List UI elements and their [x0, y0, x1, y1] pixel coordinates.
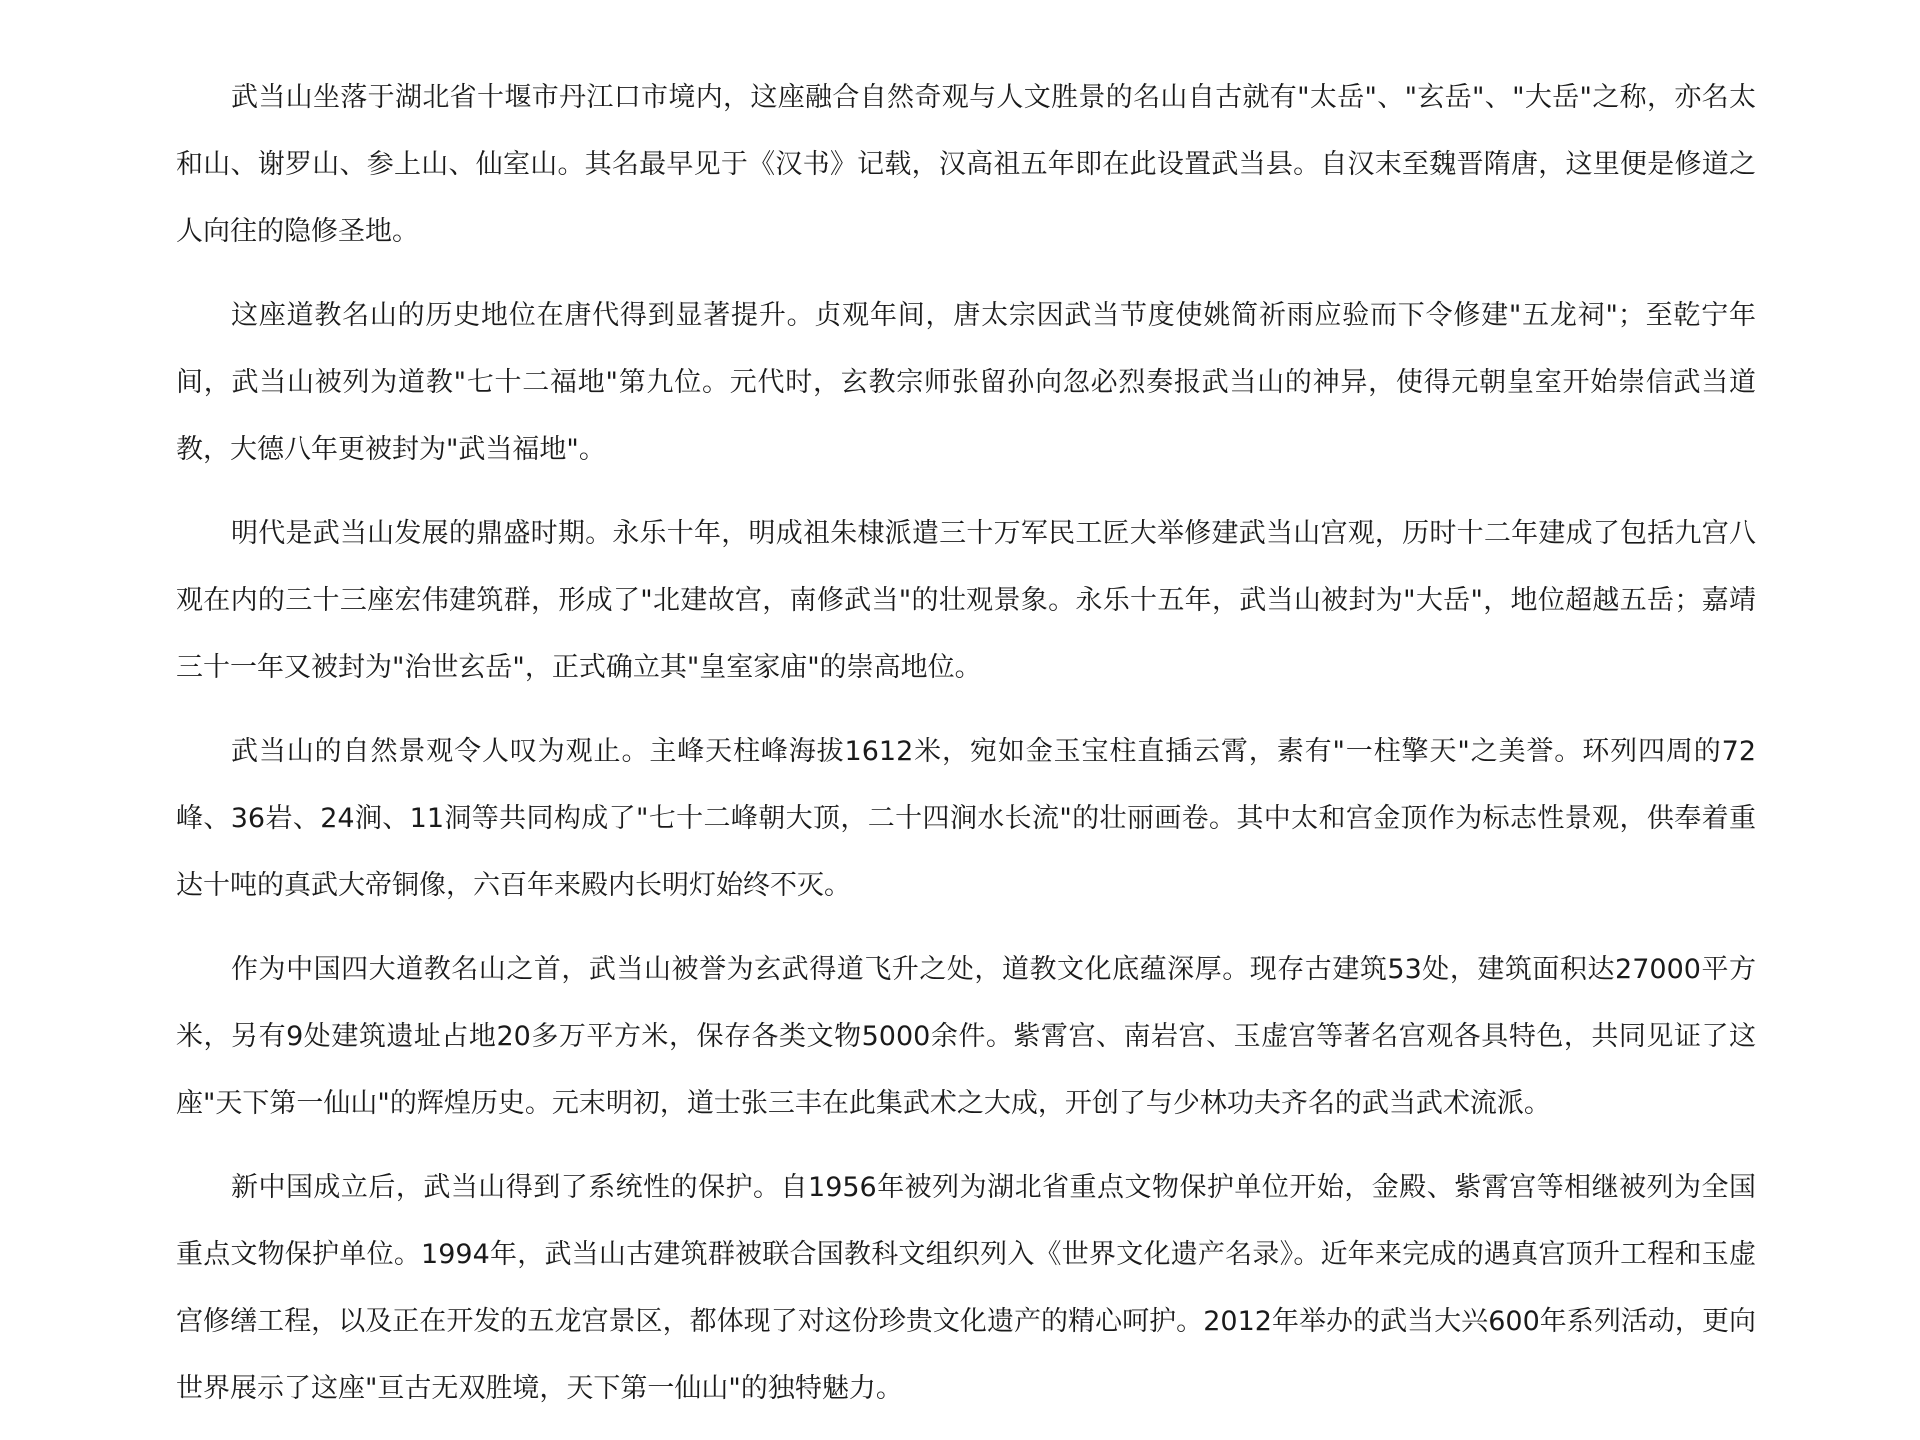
- paragraph-3: 明代是武当山发展的鼎盛时期。永乐十年，明成祖朱棣派遣三十万军民工匠大举修建武当山宫观，历时十二年建成了包括九宫八观在内的三十三座宏伟建筑群，形成了"北建故宫，南修武当"的壮观景象。永乐十五年，武当山被封为"大岳"，地位超越五岳；嘉靖三十一年又被封为"治世玄岳"，正式确立其"皇室家庙"的崇高地位。: [176, 518, 1756, 683]
- document-body: [176, 64, 1756, 1439]
- paragraph-1: 武当山坐落于湖北省十堰市丹江口市境内，这座融合自然奇观与人文胜景的名山自古就有"太岳"、"玄岳"、"大岳"之称，亦名太和山、谢罗山、参上山、仙室山。其名最早见于《汉书》记载，汉高祖五年即在此设置武当县。自汉末至魏晋隋唐，这里便是修道之人向往的隐修圣地。: [176, 82, 1756, 247]
- paragraph-5: 作为中国四大道教名山之首，武当山被誉为玄武得道飞升之处，道教文化底蕴深厚。现存古建筑53处，建筑面积达27000平方米，另有9处建筑遗址占地20多万平方米，保存各类文物5000余件。紫霄宫、南岩宫、玉虚宫等著名宫观各具特色，共同见证了这座"天下第一仙山"的辉煌历史。元末明初，道士张三丰在此集武术之大成，开创了与少林功夫齐名的武当武术流派。: [176, 954, 1756, 1119]
- paragraph-2: 这座道教名山的历史地位在唐代得到显著提升。贞观年间，唐太宗因武当节度使姚简祈雨应验而下令修建"五龙祠"；至乾宁年间，武当山被列为道教"七十二福地"第九位。元代时，玄教宗师张留孙向忽必烈奏报武当山的神异，使得元朝皇室开始崇信武当道教，大德八年更被封为"武当福地"。: [176, 300, 1756, 465]
- paragraph-4: 武当山的自然景观令人叹为观止。主峰天柱峰海拔1612米，宛如金玉宝柱直插云霄，素有"一柱擎天"之美誉。环列四周的72峰、36岩、24涧、11洞等共同构成了"七十二峰朝大顶，二十四涧水长流"的壮丽画卷。其中太和宫金顶作为标志性景观，供奉着重达十吨的真武大帝铜像，六百年来殿内长明灯始终不灭。: [176, 736, 1756, 901]
- paragraph-6: 新中国成立后，武当山得到了系统性的保护。自1956年被列为湖北省重点文物保护单位开始，金殿、紫霄宫等相继被列为全国重点文物保护单位。1994年，武当山古建筑群被联合国教科文组织列入《世界文化遗产名录》。近年来完成的遇真宫顶升工程和玉虚宫修缮工程，以及正在开发的五龙宫景区，都体现了对这份珍贵文化遗产的精心呵护。2012年举办的武当大兴600年系列活动，更向世界展示了这座"亘古无双胜境，天下第一仙山"的独特魅力。: [176, 1172, 1756, 1404]
